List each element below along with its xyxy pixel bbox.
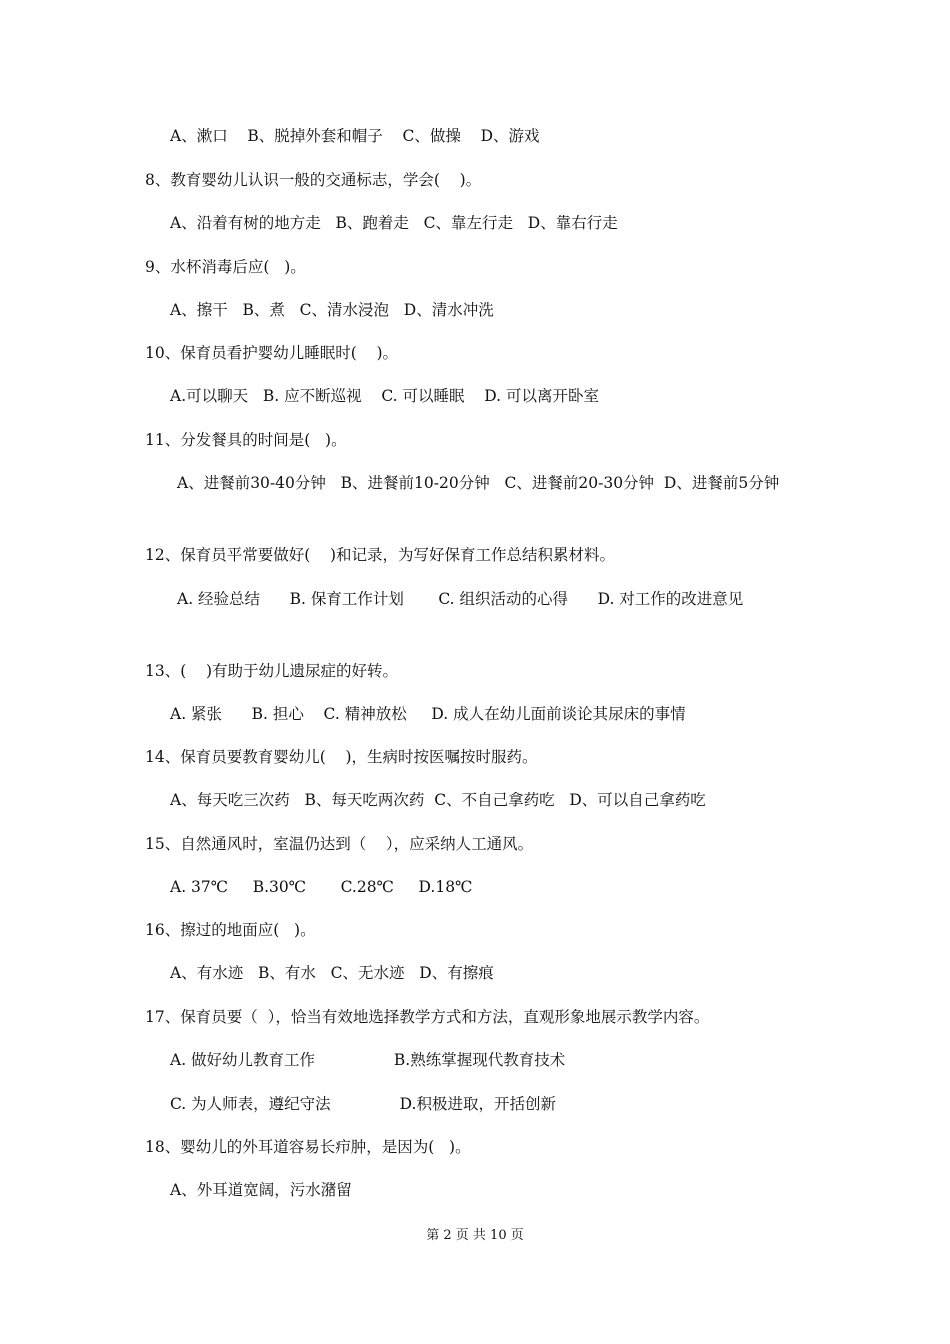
question-14: 14、保育员要教育婴幼儿( )，生病时按医嘱按时服药。 <box>145 748 538 766</box>
question-11: 11、分发餐具的时间是( )。 <box>145 431 347 449</box>
question-12-options: A. 经验总结 B. 保育工作计划 C. 组织活动的心得 D. 对工作的改进意见 <box>177 590 744 608</box>
question-16: 16、擦过的地面应( )。 <box>145 921 316 939</box>
question-14-options: A、每天吃三次药 B、每天吃两次药 C、不自己拿药吃 D、可以自己拿药吃 <box>170 791 706 809</box>
question-16-options: A、有水迹 B、有水 C、无水迹 D、有擦痕 <box>170 964 494 982</box>
question-17-options-row-1: A. 做好幼儿教育工作 B.熟练掌握现代教育技术 <box>170 1051 566 1069</box>
question-10: 10、保育员看护婴幼儿睡眠时( )。 <box>145 344 399 362</box>
question-17: 17、保育员要（ ），恰当有效地选择教学方式和方法，直观形象地展示教学内容。 <box>145 1008 710 1026</box>
question-17-options-row-2: C. 为人师表，遵纪守法 D.积极进取，开括创新 <box>170 1095 556 1113</box>
question-13-options: A. 紧张 B. 担心 C. 精神放松 D. 成人在幼儿面前谈论其尿床的事情 <box>170 705 686 723</box>
question-9-options: A、擦干 B、煮 C、清水浸泡 D、清水冲洗 <box>170 301 494 319</box>
question-12: 12、保育员平常要做好( )和记录，为写好保育工作总结积累材料。 <box>145 546 616 564</box>
question-9: 9、水杯消毒后应( )。 <box>145 258 306 276</box>
question-15-options: A. 37℃ B.30℃ C.28℃ D.18℃ <box>170 878 473 896</box>
question-7-options: A、漱口 B、脱掉外套和帽子 C、做操 D、游戏 <box>170 127 540 145</box>
question-18-option-a: A、外耳道宽阔，污水潴留 <box>170 1181 352 1199</box>
question-13: 13、( )有助于幼儿遗尿症的好转。 <box>145 662 399 680</box>
question-10-options: A.可以聊天 B. 应不断巡视 C. 可以睡眠 D. 可以离开卧室 <box>170 387 599 405</box>
page-footer: 第 2 页 共 10 页 <box>426 1228 524 1243</box>
question-8: 8、教育婴幼儿认识一般的交通标志，学会( )。 <box>145 171 482 189</box>
question-11-options: A、进餐前30-40分钟 B、进餐前10-20分钟 C、进餐前20-30分钟 D、进餐前5分钟 <box>177 474 780 492</box>
question-18: 18、婴幼儿的外耳道容易长疖肿，是因为( )。 <box>145 1138 471 1156</box>
question-8-options: A、沿着有树的地方走 B、跑着走 C、靠左行走 D、靠右行走 <box>170 214 618 232</box>
question-15: 15、自然通风时，室温仍达到（ ），应采纳人工通风。 <box>145 835 534 853</box>
